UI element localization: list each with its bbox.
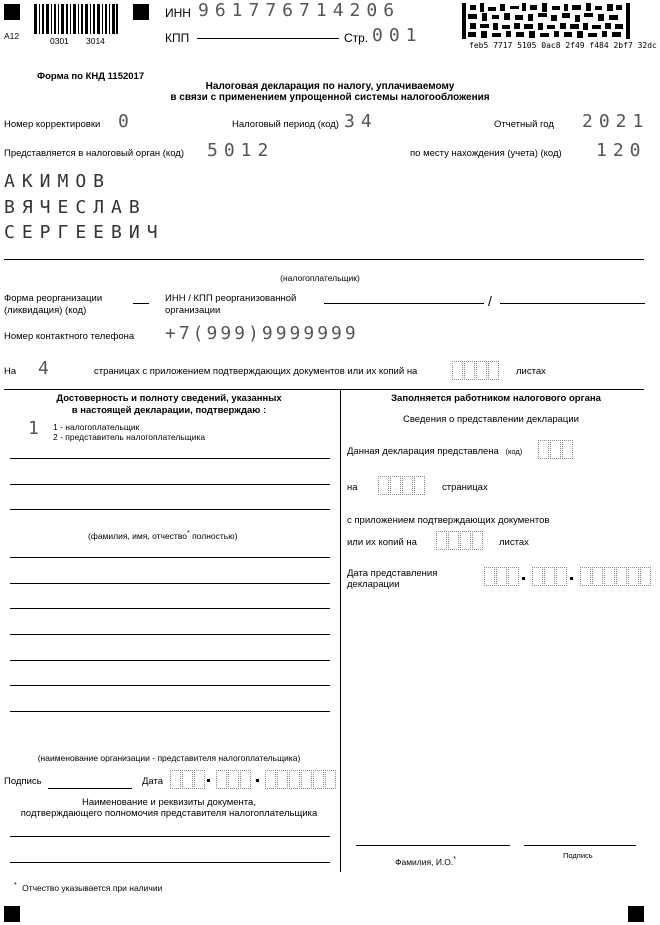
location-value: 120 bbox=[596, 140, 647, 161]
org-line-1 bbox=[10, 557, 330, 558]
knd-code: Форма по КНД 1152017 bbox=[37, 71, 145, 82]
kpp-line bbox=[197, 38, 339, 39]
right-sign-line bbox=[524, 845, 636, 846]
authority-value: 5012 bbox=[207, 140, 275, 161]
fio-line-1 bbox=[10, 458, 330, 459]
authority-label: Представляется в налоговый орган (код) bbox=[4, 148, 184, 159]
left-signature-line bbox=[48, 788, 132, 789]
presented-label: Данная декларация представлена (код) bbox=[347, 446, 523, 457]
left-date-label: Дата bbox=[142, 776, 164, 787]
signer-value: 1 bbox=[28, 418, 45, 439]
inn-value: 961776714206 bbox=[198, 0, 401, 21]
right-pages-cells bbox=[378, 476, 426, 495]
corner-marker-top-left bbox=[4, 4, 20, 20]
signer-option-1: 1 - налогоплательщик bbox=[53, 422, 140, 432]
form-title-line1: Налоговая декларация по налогу, уплачиваемому bbox=[205, 81, 455, 92]
org-line-5 bbox=[10, 660, 330, 661]
barcode-text: feb5 7717 5105 0ac8 2f49 f484 2bf7 32dc bbox=[469, 41, 657, 50]
correction-label: Номер корректировки bbox=[4, 119, 101, 130]
right-subtitle: Сведения о представлении декларации bbox=[403, 414, 579, 425]
name-underline bbox=[4, 259, 644, 260]
submit-date-dot-2 bbox=[570, 577, 573, 580]
right-sign-label: Подпись bbox=[563, 851, 593, 860]
kpp-label: КПП bbox=[165, 31, 190, 45]
org-caption: (наименование организации - представителя налогоплательщика) bbox=[37, 753, 301, 763]
corner-marker-top-center bbox=[133, 4, 149, 20]
reorg-inn-label-1: ИНН / КПП реорганизованной bbox=[165, 293, 297, 304]
left-date-dot-2 bbox=[256, 779, 259, 782]
right-fio-line bbox=[356, 845, 510, 846]
fio-caption: (фамилия, имя, отчество* полностью) bbox=[88, 530, 238, 541]
left-title-2: в настоящей декларации, подтверждаю : bbox=[71, 405, 267, 416]
submit-date-year bbox=[580, 567, 652, 586]
copies-cells bbox=[436, 531, 484, 550]
pages-prefix: На bbox=[4, 366, 17, 377]
reorg-inn-line bbox=[324, 303, 484, 304]
doc-line-1 bbox=[10, 836, 330, 837]
presented-code-cells bbox=[538, 440, 574, 459]
right-sheets-label: листах bbox=[499, 537, 529, 548]
period-label: Налоговый период (код) bbox=[232, 119, 339, 130]
attach-label: с приложением подтверждающих документов bbox=[347, 515, 550, 526]
form-barcode bbox=[34, 4, 118, 34]
left-date-day bbox=[170, 770, 206, 789]
taxpayer-caption: (налогоплательщик) bbox=[280, 273, 360, 283]
fio-line-2 bbox=[10, 484, 330, 485]
reorg-label-1: Форма реорганизации bbox=[4, 293, 103, 304]
signer-option-2: 2 - представитель налогоплательщика bbox=[53, 432, 206, 442]
pages-text: страницах с приложением подтверждающих документов или их копий на bbox=[94, 366, 418, 377]
reorg-label-2: (ликвидация) (код) bbox=[4, 305, 87, 316]
org-line-3 bbox=[10, 608, 330, 609]
corner-marker-bottom-left bbox=[4, 906, 20, 922]
submit-date-day bbox=[484, 567, 520, 586]
phone-value: +7(999)9999999 bbox=[165, 323, 359, 344]
phone-label: Номер контактного телефона bbox=[4, 331, 135, 342]
reorg-slash: / bbox=[488, 293, 492, 309]
footer-note: * Отчество указывается при наличии bbox=[14, 882, 163, 893]
taxpayer-name-line1: АКИМОВ bbox=[4, 171, 112, 192]
reorg-kpp-line bbox=[500, 303, 645, 304]
org-line-2 bbox=[10, 583, 330, 584]
year-label: Отчетный год bbox=[494, 119, 554, 130]
inn-label: ИНН bbox=[165, 6, 191, 20]
pages-value: 4 bbox=[38, 358, 55, 379]
page-label: Стр. bbox=[344, 31, 369, 45]
left-date-year bbox=[265, 770, 337, 789]
form-code-2: 3014 bbox=[86, 36, 105, 46]
reorg-inn-label-2: организации bbox=[165, 305, 221, 316]
org-line-4 bbox=[10, 634, 330, 635]
period-value: 34 bbox=[344, 111, 378, 132]
qr-barcode bbox=[462, 3, 630, 39]
doc-title-2: подтверждающего полномочия представителя налогоплательщика bbox=[20, 808, 318, 819]
correction-value: 0 bbox=[118, 111, 135, 132]
taxpayer-name-line2: ВЯЧЕСЛАВ bbox=[4, 197, 147, 218]
right-on-label: на bbox=[347, 482, 358, 493]
right-title: Заполняется работником налогового органа bbox=[391, 393, 601, 404]
org-line-6 bbox=[10, 685, 330, 686]
org-line-7 bbox=[10, 711, 330, 712]
page-code: A12 bbox=[4, 31, 20, 41]
left-signature-label: Подпись bbox=[4, 776, 42, 787]
year-value: 2021 bbox=[582, 111, 650, 132]
submit-date-label-1: Дата представления bbox=[347, 568, 438, 579]
form-code-1: 0301 bbox=[50, 36, 69, 46]
right-pages-label: страницах bbox=[442, 482, 488, 493]
corner-marker-bottom-right bbox=[628, 906, 644, 922]
fio-line-3 bbox=[10, 509, 330, 510]
taxpayer-name-line3: СЕРГЕЕВИЧ bbox=[4, 222, 165, 243]
submit-date-label-2: декларации bbox=[347, 579, 400, 590]
copies-label: или их копий на bbox=[347, 537, 417, 548]
right-fio-label: Фамилия, И.О.* bbox=[395, 856, 456, 867]
page-number: 001 bbox=[372, 25, 423, 46]
sheets-label: листах bbox=[516, 366, 546, 377]
section-top-line bbox=[4, 389, 644, 390]
reorg-code-line bbox=[133, 303, 149, 304]
submit-date-dot-1 bbox=[522, 577, 525, 580]
section-divider bbox=[340, 389, 341, 872]
sheets-cells bbox=[452, 361, 500, 380]
doc-line-2 bbox=[10, 862, 330, 863]
left-title-1: Достоверность и полноту сведений, указанных bbox=[56, 393, 282, 404]
form-title-line2: в связи с применением упрощенной системы налогообложения bbox=[170, 92, 490, 103]
location-label: по месту нахождения (учета) (код) bbox=[410, 148, 562, 159]
submit-date-month bbox=[532, 567, 568, 586]
doc-title-1: Наименование и реквизиты документа, bbox=[82, 797, 256, 808]
left-date-month bbox=[216, 770, 252, 789]
left-date-dot-1 bbox=[207, 779, 210, 782]
